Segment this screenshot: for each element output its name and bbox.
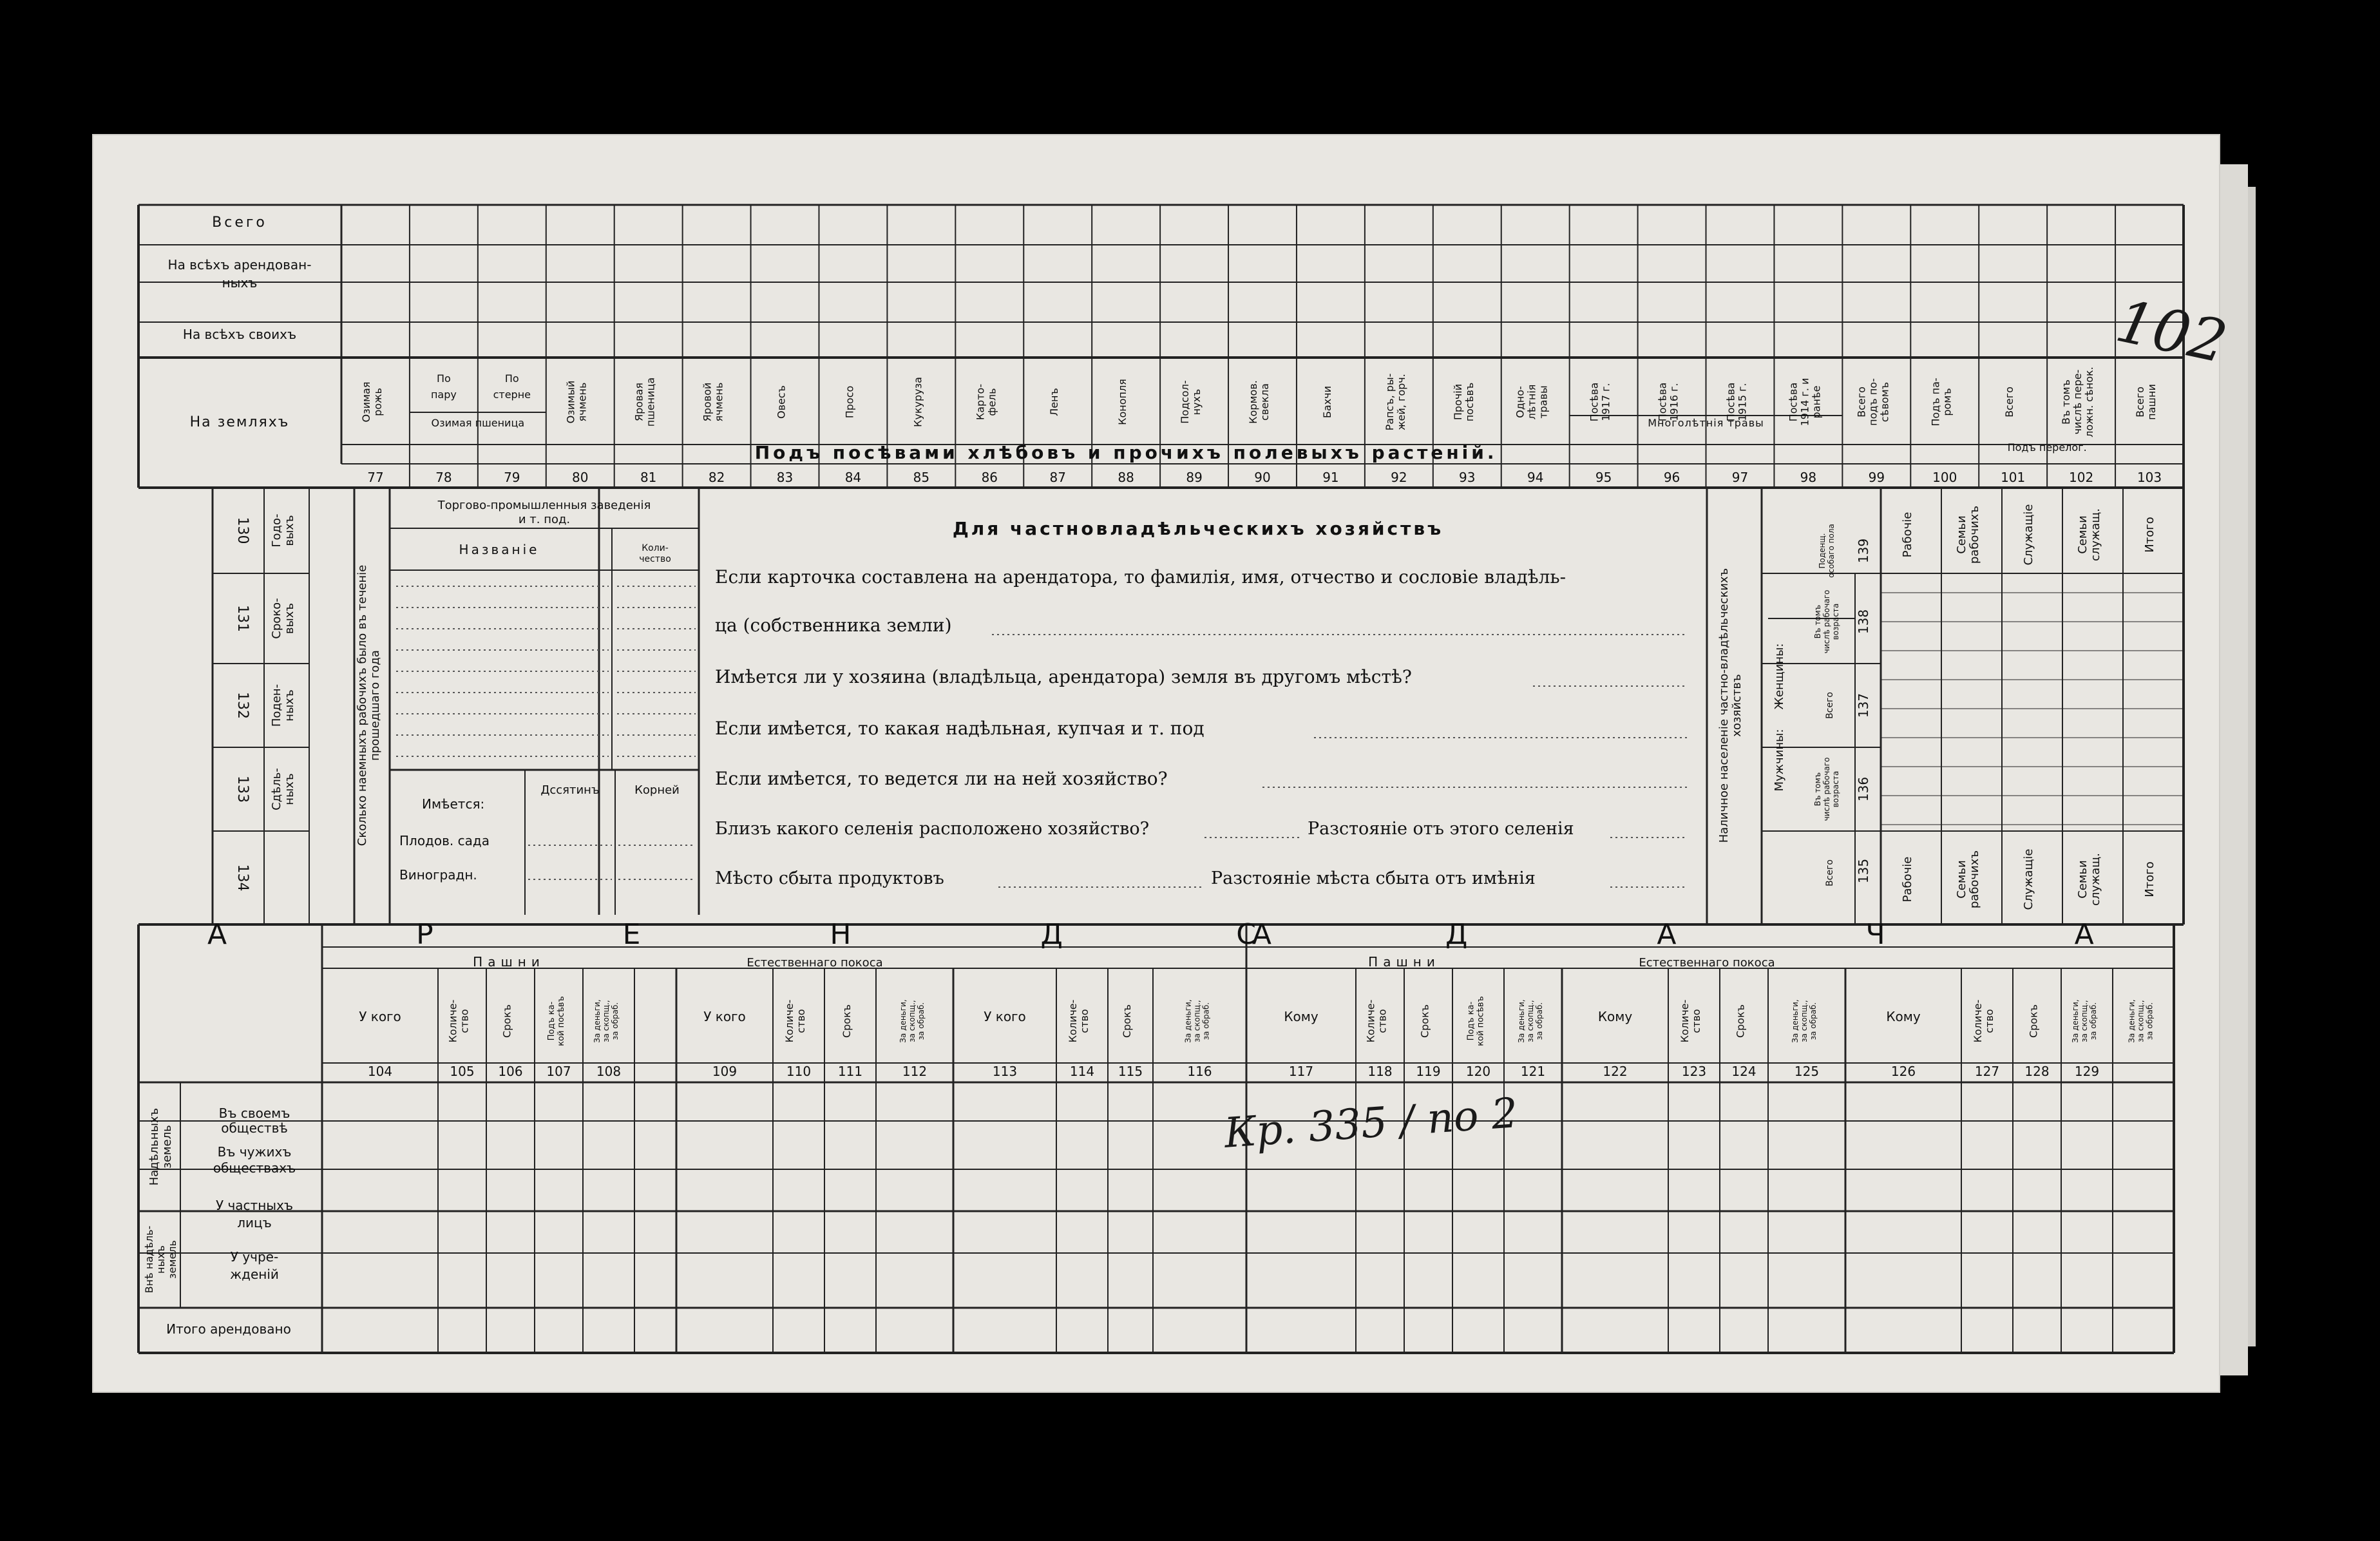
bottom-column-header: За деньги,: [2127, 999, 2137, 1043]
population-column-header: рабочихъ: [1968, 505, 1981, 564]
form-question: Мѣсто сбыта продуктовъ: [715, 868, 944, 888]
crop-header: 1917 г.: [1599, 383, 1612, 421]
column-number: 127: [1974, 1064, 2000, 1079]
crop-header: Просо: [843, 385, 856, 419]
column-number: 108: [596, 1064, 622, 1079]
column-number: 80: [572, 470, 589, 485]
pop-sub-header: Въ томъ: [1813, 604, 1822, 639]
row-label: лицъ: [237, 1215, 272, 1230]
column-number: 84: [844, 470, 862, 485]
column-number: 112: [902, 1064, 928, 1079]
crop-header: Озимый: [564, 380, 577, 424]
crop-header: Рапсъ, ры-: [1383, 373, 1396, 431]
column-number: 101: [2001, 470, 2026, 485]
bottom-column-header: Срокъ: [1734, 1004, 1747, 1038]
column-number: 110: [786, 1064, 812, 1079]
bottom-column-header: Срокъ: [841, 1004, 853, 1038]
handwritten-note: Кр. 335 / по 2: [1223, 1089, 1519, 1158]
bottom-column-header: за скопщ.,: [2080, 1000, 2089, 1042]
column-number: 90: [1254, 470, 1271, 485]
population-column-header: служащ.: [2089, 853, 2102, 906]
crop-header: Кукуруза: [911, 377, 924, 427]
row-label-lands: На земляхъ: [189, 414, 290, 430]
bottom-column-header: за скопщ.,: [602, 1000, 611, 1042]
bottom-column-header: ство: [1078, 1009, 1090, 1033]
group-label: земель: [160, 1125, 174, 1169]
pop-sub-header: особаго пола: [1827, 524, 1836, 578]
column-number: 120: [1465, 1064, 1491, 1079]
form-question: Имѣется ли у хозяина (владѣльца, арендатора) земля въ другомъ мѣстѣ?: [715, 666, 1412, 687]
bottom-column-header: Подъ ка-: [1466, 1001, 1476, 1041]
sub-label: Подъ перелог.: [2007, 441, 2087, 454]
hired-workers-label: Сколько наемныхъ рабочихъ было въ теченіе: [356, 564, 369, 847]
bottom-column-header: Срокъ: [500, 1004, 513, 1038]
crop-header: ранѣе: [1810, 385, 1823, 419]
crop-header: свекла: [1259, 383, 1271, 421]
desyatin-header: Дссятинъ: [540, 783, 600, 797]
bottom-column-header: кой посѣвъ: [1476, 996, 1486, 1046]
column-number: 96: [1663, 470, 1680, 485]
bottom-column-header: У кого: [703, 1009, 746, 1024]
column-number: 113: [992, 1064, 1018, 1079]
bottom-column-header: за скопщ.,: [1800, 1000, 1809, 1042]
column-number: 95: [1595, 470, 1612, 485]
bottom-column-header: ство: [1376, 1009, 1389, 1033]
sub-label: Озимая пшеница: [431, 417, 525, 429]
trade-title: Торгово-промышленныя заведенія: [437, 499, 651, 512]
crop-header: Посѣва: [1656, 382, 1669, 422]
form-question: Если карточка составлена на арендатора, то фамилія, имя, отчество и сословіе владѣль-: [715, 566, 1566, 588]
group-label: ныхъ: [155, 1245, 167, 1274]
column-number: 99: [1868, 470, 1885, 485]
row-label: обществахъ: [213, 1160, 296, 1176]
bottom-column-header: Срокъ: [2027, 1004, 2040, 1038]
column-number: 88: [1118, 470, 1134, 485]
bottom-column-header: Кому: [1886, 1009, 1921, 1024]
worker-type-label: ныхъ: [283, 773, 296, 805]
trade-title: и т. под.: [518, 513, 571, 526]
trade-qty-header: Коли-: [642, 543, 669, 553]
form-question: Разстояніе отъ этого селенія: [1308, 819, 1574, 839]
column-number: 78: [435, 470, 452, 485]
population-label: Наличное населеніе частно-владѣльческихъ: [1717, 568, 1731, 843]
bottom-column-header: Срокъ: [1121, 1004, 1133, 1038]
korney-header: Корней: [634, 783, 680, 797]
row-number: 137: [1856, 693, 1871, 718]
column-number: 129: [2074, 1064, 2100, 1079]
crop-header: Посѣва: [1724, 382, 1737, 422]
row-label-total: Всего: [212, 215, 267, 231]
orchard-label: Плодов. сада: [399, 833, 490, 848]
row-label-rented: ныхъ: [222, 275, 258, 291]
bottom-column-header: У кого: [984, 1009, 1026, 1024]
population-column-header: Итого: [2143, 517, 2156, 553]
bottom-column-header: За деньги,: [1517, 999, 1526, 1043]
row-number: 138: [1856, 609, 1871, 635]
crop-header: Конопля: [1116, 379, 1129, 425]
crop-header: Подъ па-: [1929, 378, 1942, 426]
column-number: 125: [1794, 1064, 1820, 1079]
population-column-header: служащ.: [2089, 508, 2102, 561]
group-label: земель: [166, 1240, 178, 1279]
bottom-column-header: Количе-: [1067, 999, 1079, 1043]
crop-header: Кормов.: [1247, 380, 1259, 424]
bottom-column-header: за скопщ.,: [2136, 1000, 2146, 1042]
bottom-column-header: ство: [1983, 1009, 1995, 1033]
crop-header: Яровой: [701, 382, 714, 422]
column-number: 83: [776, 470, 794, 485]
orchard-label: Имѣется:: [422, 796, 485, 812]
crop-header: подъ по-: [1867, 378, 1880, 426]
row-label-rented: На всѣхъ арендован-: [167, 257, 312, 273]
bottom-column-header: за скопщ.,: [908, 1000, 917, 1042]
bottom-column-header: за обраб.: [1809, 1002, 1818, 1040]
crop-header: жей, горч.: [1395, 374, 1407, 430]
column-number: 87: [1049, 470, 1066, 485]
form-question: Если имѣется, то какая надѣльная, купчая и т. под: [715, 718, 1204, 739]
worker-type-label: ныхъ: [283, 689, 296, 722]
form-question: Разстояніе мѣста сбыта отъ имѣнія: [1211, 868, 1536, 888]
crop-header: ложн. сѣнок.: [2083, 367, 2096, 437]
crop-header: травы: [1537, 385, 1550, 419]
column-number: 77: [367, 470, 384, 485]
worker-type-label: Сдѣль-: [270, 768, 283, 810]
bottom-column-header: Количе-: [783, 999, 795, 1043]
pop-sub-header: числѣ рабочаго: [1822, 757, 1831, 821]
bottom-column-header: Кому: [1284, 1009, 1319, 1024]
population-column-header: Служащіе: [2022, 504, 2035, 566]
worker-type-label: Сроко-: [270, 598, 283, 639]
column-number: 115: [1118, 1064, 1143, 1079]
crop-header: пару: [430, 388, 457, 401]
crop-header: пашни: [2146, 384, 2158, 420]
column-number: 81: [640, 470, 657, 485]
crop-header: ячмень: [576, 382, 589, 422]
crop-header: ячмень: [712, 382, 725, 422]
crop-header: Овесъ: [775, 385, 788, 419]
column-number: 109: [712, 1064, 738, 1079]
crop-header: нухъ: [1190, 388, 1203, 416]
column-number: 97: [1731, 470, 1749, 485]
row-number: 134: [234, 864, 251, 892]
trade-name-header: Названіе: [459, 542, 540, 557]
worker-type-label: Поден-: [270, 684, 283, 727]
hired-workers-label: прошедшаго года: [368, 650, 382, 761]
pokos-header: Естественнаго покоса: [747, 956, 883, 970]
column-number: 121: [1520, 1064, 1546, 1079]
vineyard-label: Виноградн.: [399, 867, 477, 883]
column-number: 79: [504, 470, 520, 485]
crop-header: ромъ: [1941, 388, 1954, 416]
crop-header: Всего: [1855, 387, 1868, 417]
bottom-column-header: За деньги,: [593, 999, 602, 1043]
row-label: обществѣ: [221, 1120, 288, 1136]
row-label-own: На всѣхъ своихъ: [182, 327, 297, 342]
crop-header: 1914 г. и: [1798, 378, 1811, 426]
column-number: 117: [1288, 1064, 1314, 1079]
bottom-column-header: за обраб.: [2145, 1002, 2155, 1040]
bottom-column-header: Подъ ка-: [547, 1001, 557, 1041]
crop-header: Озимая: [359, 381, 372, 423]
crop-header: числѣ пере-: [2071, 369, 2084, 435]
bottom-column-header: за обраб.: [611, 1002, 620, 1040]
crop-header: Ленъ: [1048, 388, 1061, 416]
crop-header: Всего: [2134, 387, 2147, 417]
population-label: хозяйствъ: [1730, 674, 1744, 737]
column-number: 85: [913, 470, 930, 485]
crop-header: Одно-: [1514, 386, 1527, 418]
group-label: Внѣ надѣль-: [143, 1225, 155, 1294]
column-number: 94: [1527, 470, 1544, 485]
crop-header: Всего: [2003, 387, 2016, 417]
pop-sub-header: Всего: [1825, 692, 1835, 719]
crop-header: По: [504, 372, 519, 385]
population-column-header: Семьи: [2076, 515, 2090, 554]
bottom-column-header: Количе-: [1972, 999, 1984, 1043]
row-number: 131: [234, 605, 251, 632]
row-label: Въ чужихъ: [217, 1144, 292, 1160]
crop-header: 1916 г.: [1668, 383, 1680, 421]
bottom-column-header: ство: [795, 1009, 807, 1033]
bottom-column-header: Количе-: [446, 999, 459, 1043]
column-number: 93: [1459, 470, 1476, 485]
column-number: 123: [1681, 1064, 1707, 1079]
pop-sub-header: Въ томъ: [1813, 772, 1822, 807]
trade-qty-header: чество: [639, 554, 671, 564]
column-number: 106: [498, 1064, 523, 1079]
population-column-header: Служащіе: [2022, 848, 2035, 910]
population-column-header: Итого: [2143, 861, 2156, 897]
row-number: 132: [234, 692, 251, 719]
pop-sub-header: Всего: [1825, 859, 1835, 886]
crop-header: Прочій: [1451, 383, 1464, 421]
bottom-column-header: Количе-: [1364, 999, 1377, 1043]
row-number: 136: [1856, 776, 1871, 802]
row-number: 133: [234, 776, 251, 803]
worker-type-label: выхъ: [283, 602, 296, 635]
column-number: 116: [1187, 1064, 1212, 1079]
bottom-column-header: за скопщ.,: [1192, 1000, 1202, 1042]
form-question: ца (собственника земли): [715, 615, 952, 636]
bottom-column-header: за обраб.: [1535, 1002, 1544, 1040]
private-farms-title: Для частновладѣльческихъ хозяйствъ: [952, 518, 1444, 539]
crop-header: стерне: [493, 388, 531, 401]
crop-header: Подсол-: [1179, 380, 1192, 424]
column-number: 86: [981, 470, 998, 485]
form-question: Близъ какого селенія расположено хозяйство?: [715, 819, 1150, 839]
row-label: Въ своемъ: [218, 1106, 290, 1121]
bottom-column-header: Кому: [1597, 1009, 1633, 1024]
crop-header: сѣвомъ: [1878, 381, 1891, 423]
sdacha-heading: С Д А Ч А: [1236, 918, 2184, 951]
crop-header: Посѣва: [1787, 382, 1800, 422]
population-column-header: Семьи: [1955, 515, 1968, 554]
pop-sub-header: Поденщ.: [1818, 533, 1827, 569]
column-number: 103: [2137, 470, 2162, 485]
women-label: Женщины:: [1773, 643, 1786, 710]
column-number: 91: [1322, 470, 1339, 485]
worker-type-label: Годо-: [270, 513, 283, 548]
column-number: 104: [367, 1064, 393, 1079]
column-number: 126: [1890, 1064, 1916, 1079]
bottom-column-header: Срокъ: [1418, 1004, 1431, 1038]
sowing-banner: Подъ посѣвами хлѣбовъ и прочихъ полевыхъ растеній.: [754, 442, 1498, 463]
bottom-column-header: ство: [458, 1009, 471, 1033]
row-number: 130: [234, 517, 251, 544]
population-column-header: Семьи: [1955, 860, 1968, 899]
column-number: 114: [1069, 1064, 1095, 1079]
crop-header: пшеница: [644, 377, 657, 427]
bottom-column-header: за обраб.: [2089, 1002, 2098, 1040]
bottom-column-header: за обраб.: [917, 1002, 926, 1040]
crop-header: 1915 г.: [1736, 383, 1749, 421]
column-number: 102: [2069, 470, 2094, 485]
column-number: 100: [1932, 470, 1957, 485]
crop-header: Бахчи: [1320, 385, 1333, 419]
row-label: У частныхъ: [215, 1198, 294, 1213]
pop-sub-header: числѣ рабочаго: [1822, 589, 1831, 654]
pop-sub-header: возраста: [1831, 770, 1840, 808]
bottom-column-header: За деньги,: [899, 999, 908, 1043]
column-number: 107: [546, 1064, 571, 1079]
crop-header: фель: [985, 388, 998, 416]
population-column-header: Рабочіе: [1901, 512, 1914, 558]
bottom-column-header: За деньги,: [1183, 999, 1193, 1043]
total-rented-label: Итого арендовано: [166, 1321, 291, 1337]
pop-sub-header: возраста: [1831, 603, 1840, 640]
column-number: 98: [1800, 470, 1817, 485]
crop-header: Яровая: [633, 383, 645, 421]
bottom-column-header: кой посѣвъ: [557, 996, 566, 1046]
worker-type-label: выхъ: [283, 515, 296, 546]
pashni-header: Пашни: [1368, 954, 1440, 970]
column-number: 122: [1603, 1064, 1628, 1079]
crop-header: лѣтнія: [1525, 384, 1538, 420]
bottom-column-header: за скопщ.,: [1526, 1000, 1535, 1042]
crop-header: рожь: [371, 388, 384, 416]
sub-label: Многолѣтнія травы: [1648, 417, 1764, 429]
bottom-column-header: За деньги,: [1791, 999, 1800, 1043]
population-column-header: Семьи: [2076, 860, 2090, 899]
bottom-column-header: за обраб.: [1201, 1002, 1211, 1040]
pashni-header: Пашни: [473, 954, 545, 970]
column-number: 119: [1416, 1064, 1441, 1079]
crop-header: Карто-: [974, 383, 987, 421]
row-number: 135: [1856, 858, 1871, 884]
column-number: 89: [1186, 470, 1203, 485]
column-number: 82: [708, 470, 725, 485]
crop-header: посѣвъ: [1463, 382, 1476, 422]
pokos-header: Естественнаго покоса: [1639, 956, 1775, 970]
group-label: Надѣльныхъ: [148, 1107, 161, 1186]
column-number: 124: [1731, 1064, 1756, 1079]
men-label: Мужчины:: [1773, 729, 1786, 792]
form-question: Если имѣется, то ведется ли на ней хозяйство?: [715, 768, 1168, 789]
row-label: жденій: [230, 1267, 279, 1282]
row-label: У учре-: [230, 1249, 279, 1265]
bottom-column-header: За деньги,: [2071, 999, 2080, 1043]
crop-header: Посѣва: [1588, 382, 1601, 422]
arenda-heading: А Р Е Н Д А: [207, 918, 1362, 951]
column-number: 128: [2024, 1064, 2050, 1079]
crop-header: Въ томъ: [2060, 379, 2073, 425]
row-number: 139: [1856, 538, 1871, 564]
bottom-column-header: У кого: [359, 1009, 401, 1024]
crop-header: По: [436, 372, 451, 385]
column-number: 118: [1367, 1064, 1393, 1079]
bottom-column-header: ство: [1690, 1009, 1702, 1033]
column-number: 111: [837, 1064, 863, 1079]
handwritten-page-number: 102: [2110, 287, 2233, 377]
bottom-column-header: Количе-: [1679, 999, 1691, 1043]
population-column-header: рабочихъ: [1968, 850, 1981, 909]
column-number: 105: [450, 1064, 475, 1079]
population-column-header: Рабочіе: [1901, 856, 1914, 903]
column-number: 92: [1391, 470, 1407, 485]
